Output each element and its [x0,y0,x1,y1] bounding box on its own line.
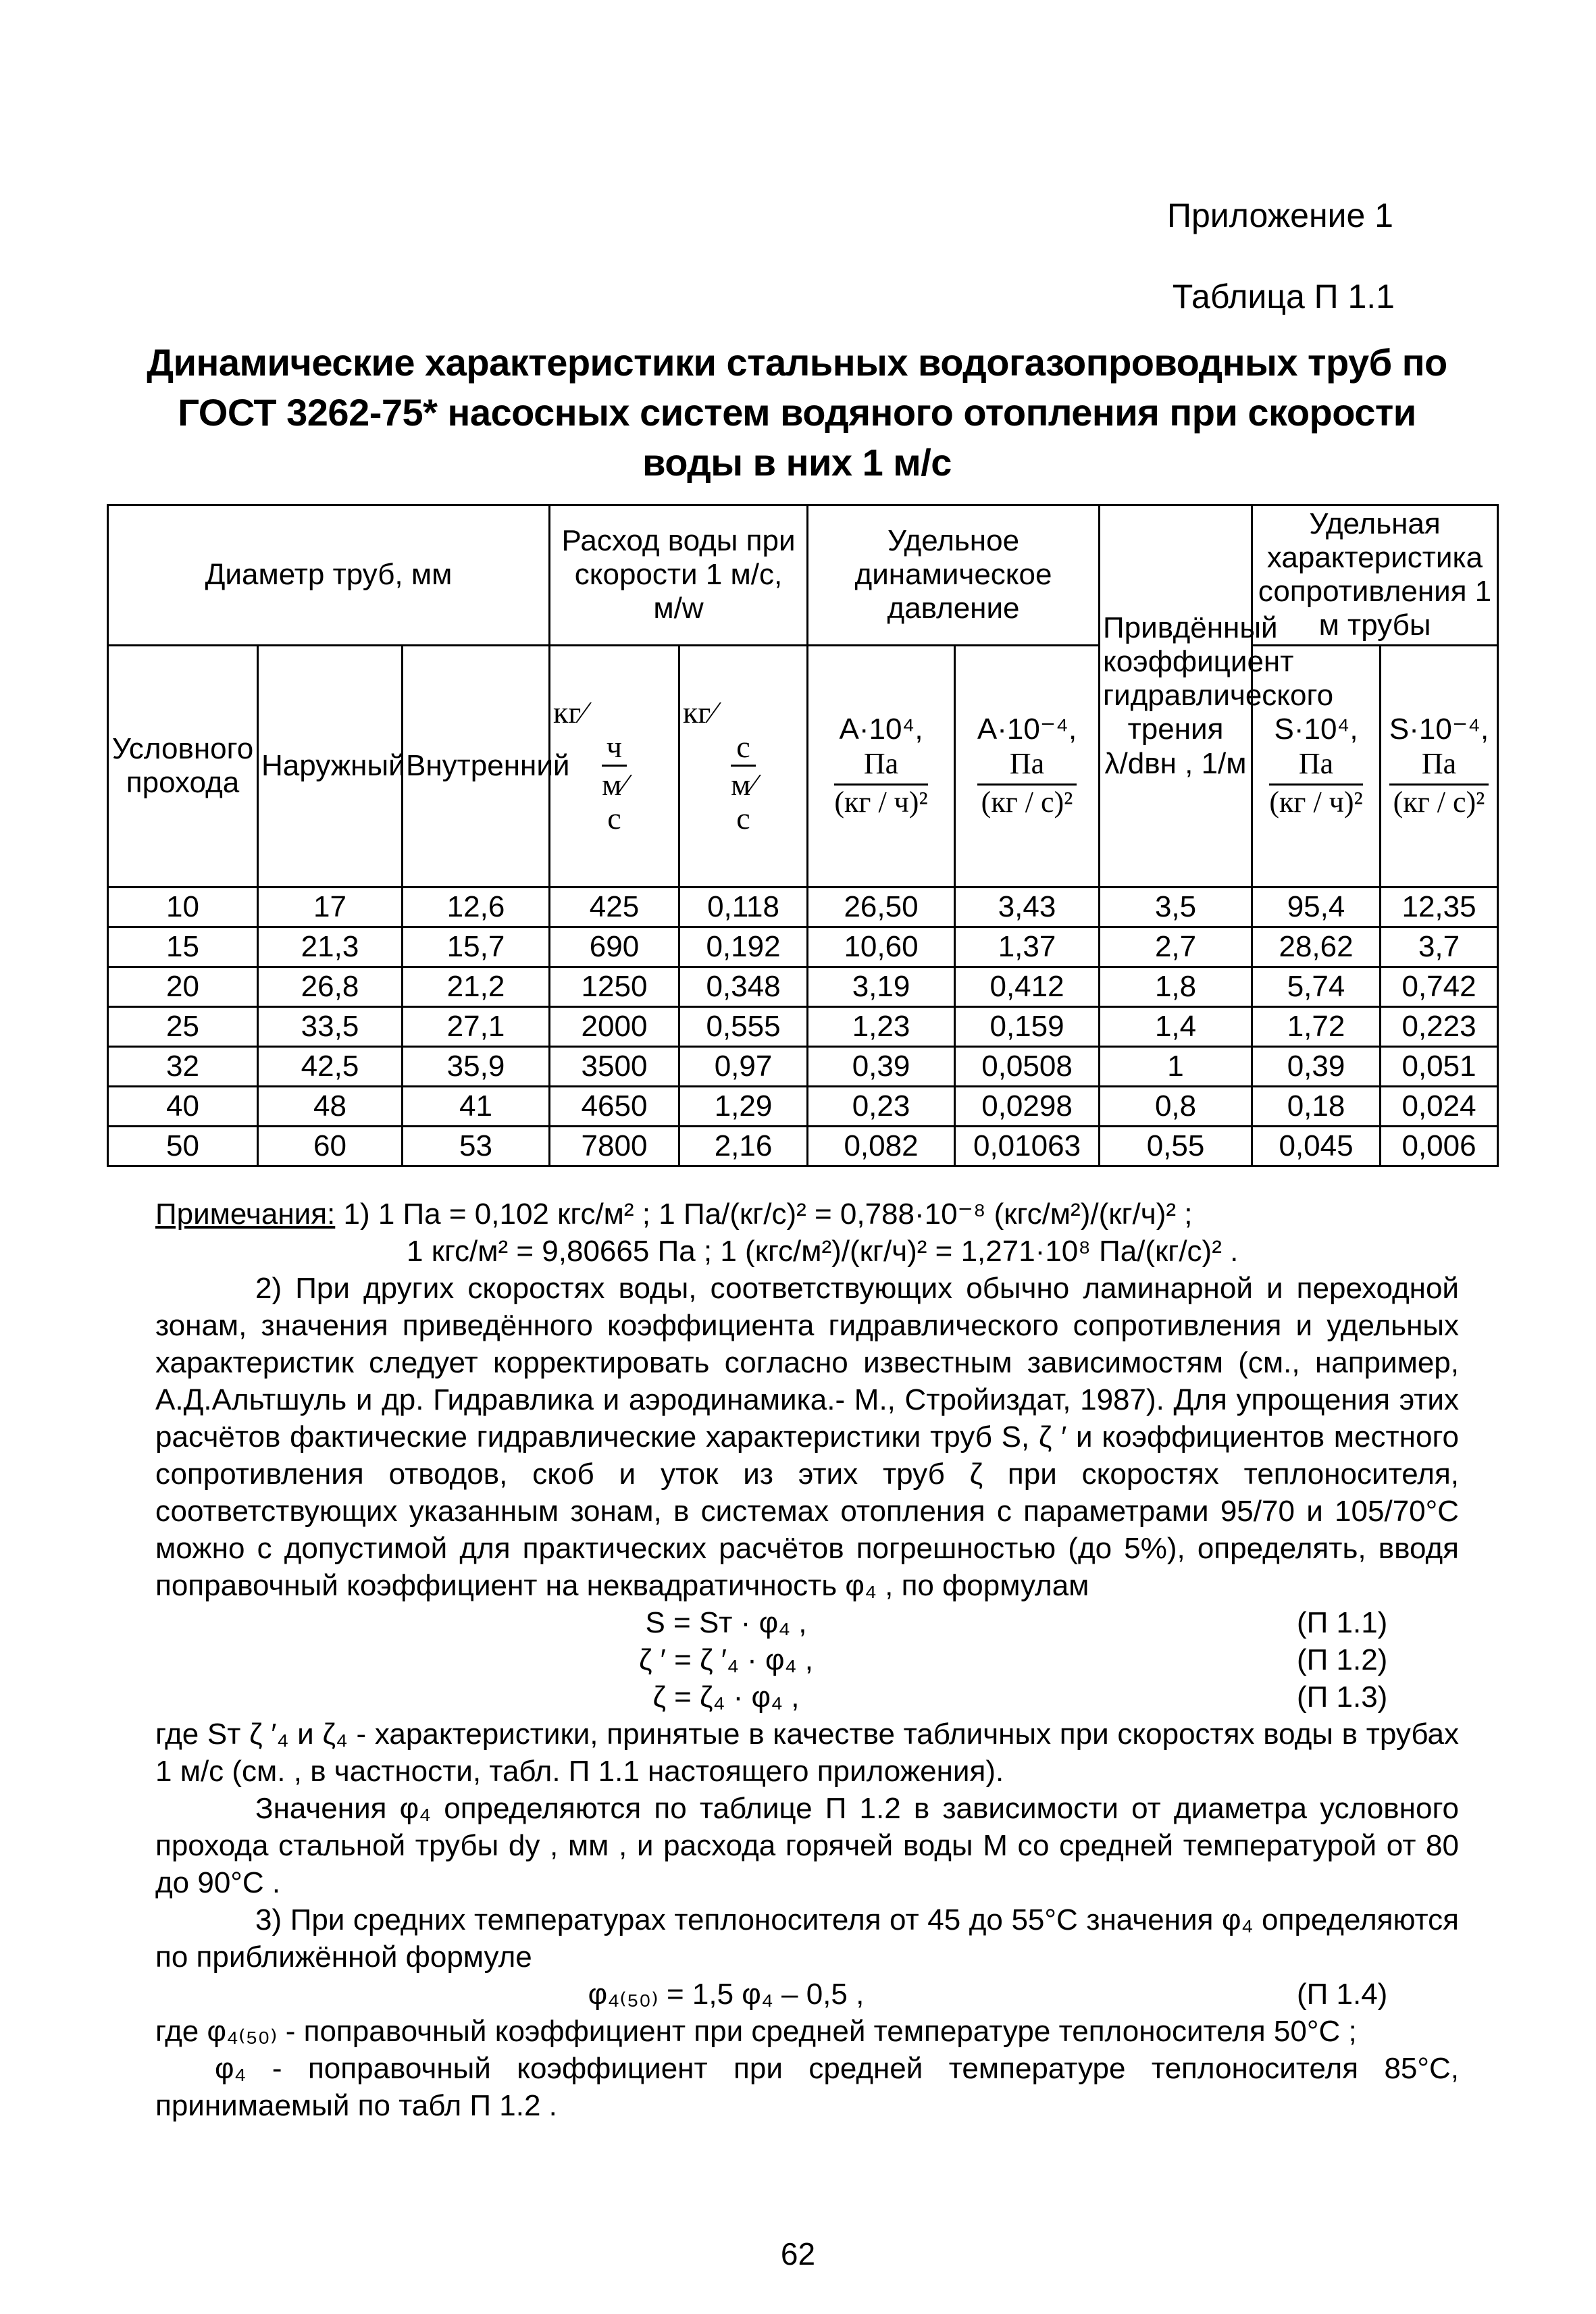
table-cell: 10 [108,887,258,927]
table-cell: 5,74 [1252,967,1381,1006]
table-cell: 2,16 [679,1126,808,1166]
table-cell: 17 [258,887,403,927]
note-where-2: где φ₄₍₅₀₎ - поправочный коэффициент при средней температуре теплоносителя 50°С ; [155,2015,1357,2048]
table-cell: 0,006 [1381,1126,1498,1166]
table-cell: 1 [1100,1046,1252,1086]
table-cell: 20 [108,967,258,1006]
header-resistance-s1: S·10⁴, Па (кг / ч)² [1252,645,1381,887]
table-cell: 1,72 [1252,1006,1381,1046]
table-cell: 0,55 [1100,1126,1252,1166]
table-cell: 41 [403,1086,550,1126]
table-cell: 2000 [550,1006,679,1046]
formula-4: φ₄₍₅₀₎ = 1,5 φ₄ – 0,5 , [588,1978,865,2011]
table-cell: 7800 [550,1126,679,1166]
note-where: где Sт ζ ′₄ и ζ₄ - характеристики, принятые в качестве табличных при скоростях воды в трубах 1 м/с (см. , в частности, табл. П 1.1 настоящего приложения). [155,1718,1459,1788]
table-cell: 0,051 [1381,1046,1498,1086]
table-cell: 0,348 [679,967,808,1006]
note-1b: 1 кгс/м² = 9,80665 Па ; 1 (кгс/м²)/(кг/ч)² = 1,271·10⁸ Па/(кг/с)² . [407,1235,1239,1268]
table-cell: 0,97 [679,1046,808,1086]
note-1a: 1) 1 Па = 0,102 кгс/м² ; 1 Па/(кг/с)² = 0,788·10⁻⁸ (кгс/м²)/(кг/ч)² ; [343,1198,1193,1231]
table-cell: 26,8 [258,967,403,1006]
table-cell: 0,18 [1252,1086,1381,1126]
table-cell: 26,50 [808,887,955,927]
table-cell: 25 [108,1006,258,1046]
table-cell: 425 [550,887,679,927]
formula-4-number: (П 1.4) [1297,1978,1388,2011]
table-cell: 42,5 [258,1046,403,1086]
header-pressure-a1: A·10⁴, Па (кг / ч)² [808,645,955,887]
formula-row [155,1678,1459,1716]
table-cell: 690 [550,927,679,967]
table-row [108,887,1498,927]
table-cell: 3500 [550,1046,679,1086]
table-cell: 33,5 [258,1006,403,1046]
table-cell: 0,045 [1252,1126,1381,1166]
table-cell: 3,7 [1381,927,1498,967]
table-cell: 32 [108,1046,258,1086]
table-cell: 95,4 [1252,887,1381,927]
notes-label: Примечания: [155,1198,336,1231]
formula-3: ζ = ζ₄ · φ₄ , [652,1680,800,1714]
table-cell: 0,0298 [955,1086,1100,1126]
table-row [108,1126,1498,1166]
table-row [108,927,1498,967]
table-cell: 15 [108,927,258,967]
table-cell: 1250 [550,967,679,1006]
table-row [108,1086,1498,1126]
table-cell: 0,0508 [955,1046,1100,1086]
formula-1-number: (П 1.1) [1297,1606,1388,1639]
table-cell: 1,29 [679,1086,808,1126]
table-cell: 28,62 [1252,927,1381,967]
table-cell: 3,5 [1100,887,1252,927]
table-cell: 0,223 [1381,1006,1498,1046]
header-outer: Наружный [258,645,403,887]
notes-section [155,1195,1459,2124]
table-cell: 0,082 [808,1126,955,1166]
table-row [108,1006,1498,1046]
header-pressure-a2: A·10⁻⁴, Па (кг / с)² [955,645,1100,887]
header-friction: Привдённый коэффициент гидравлического трения λ/dвн , 1/м [1100,505,1252,888]
table-row [108,1046,1498,1086]
table-cell: 15,7 [403,927,550,967]
table-cell: 50 [108,1126,258,1166]
table-cell: 0,412 [955,967,1100,1006]
table-cell: 0,23 [808,1086,955,1126]
table-cell: 1,4 [1100,1006,1252,1046]
table-number: Таблица П 1.1 [1172,278,1395,315]
table-cell: 60 [258,1126,403,1166]
table-cell: 21,3 [258,927,403,967]
table-cell: 0,024 [1381,1086,1498,1126]
table-cell: 10,60 [808,927,955,967]
header-nominal: Условного прохода [108,645,258,887]
table-cell: 0,192 [679,927,808,967]
table-body [108,887,1498,1166]
title-line: ГОСТ 3262-75* насосных систем водяного отопления при скорости [178,391,1416,434]
formula-2: ζ ′ = ζ ′₄ · φ₄ , [639,1643,813,1676]
table-cell: 0,555 [679,1006,808,1046]
title-line: Динамические характеристики стальных водогазопроводных труб по [147,341,1447,384]
formula-2-number: (П 1.2) [1297,1643,1388,1676]
table-cell: 0,8 [1100,1086,1252,1126]
table-cell: 0,118 [679,887,808,927]
page-title [135,338,1459,488]
formula-row [155,1604,1459,1641]
header-flow: Расход воды при скорости 1 м/с, м/w [550,505,808,646]
table-cell: 2,7 [1100,927,1252,967]
appendix-label: Приложение 1 [1167,197,1393,234]
title-line: воды в них 1 м/с [642,441,952,484]
note-2: 2) При других скоростях воды, соответствующих обычно ламинарной и переходной зонам, значения приведённого коэффициента гидравлического сопротивления и удельных характеристик следует корректировать согласно известным зависимостям (см., например, А.Д.Альтшуль и др. Гидравлика и аэродинамика.- М., Стройиздат, 1987). Для упрощения этих расчётов фактические гидравлические характеристики труб S, ζ ′ и коэффициентов местного сопротивления отводов, скоб и уток из этих труб ζ при скоростях теплоносителя, соответствующих указанным зонам, в системах отопления с параметрами 95/70 и 105/70°С можно с допустимой для практических расчётов погрешностью (до 5%), определять, вводя поправочный коэффициент на неквадратичность φ₄ , по формулам [155,1272,1459,1602]
table-cell: 4650 [550,1086,679,1126]
formula-3-number: (П 1.3) [1297,1680,1388,1714]
table-cell: 40 [108,1086,258,1126]
table-cell: 1,23 [808,1006,955,1046]
note-3: 3) При средних температурах теплоносителя от 45 до 55°С значения φ₄ определяются по приближённой формуле [155,1903,1459,1974]
formula-row [155,1976,1459,2013]
header-resistance: Удельная характеристика сопротивления 1 м трубы [1252,505,1498,646]
table-cell: 0,39 [1252,1046,1381,1086]
table-cell: 21,2 [403,967,550,1006]
data-table [107,504,1499,1167]
table-cell: 48 [258,1086,403,1126]
header-resistance-s2: S·10⁻⁴, Па (кг / с)² [1381,645,1498,887]
formula-1: S = Sт · φ₄ , [645,1606,807,1639]
table-cell: 12,35 [1381,887,1498,927]
table-cell: 12,6 [403,887,550,927]
table-cell: 1,8 [1100,967,1252,1006]
header-pressure: Удельное динамическое давление [808,505,1100,646]
header-diameter: Диаметр труб, мм [108,505,550,646]
table-cell: 35,9 [403,1046,550,1086]
formula-row [155,1641,1459,1678]
table-cell: 27,1 [403,1006,550,1046]
note-phi: φ₄ - поправочный коэффициент при средней температуре теплоносителя 85°С, принимаемый по табл П 1.2 . [155,2052,1459,2122]
table-row [108,967,1498,1006]
note-values: Значения φ₄ определяются по таблице П 1.2 в зависимости от диаметра условного прохода стальной трубы dу , мм , и расхода горячей воды М со средней температурой от 80 до 90°С . [155,1792,1459,1899]
table-cell: 53 [403,1126,550,1166]
table-cell: 0,01063 [955,1126,1100,1166]
table-cell: 0,39 [808,1046,955,1086]
table-cell: 0,742 [1381,967,1498,1006]
table-cell: 0,159 [955,1006,1100,1046]
table-cell: 3,43 [955,887,1100,927]
header-flow-kg-per-hour: кг⁄ ч м⁄ с [550,645,679,887]
header-inner: Внутренний [403,645,550,887]
page-number: 62 [780,2236,816,2271]
table-cell: 1,37 [955,927,1100,967]
header-flow-kg-per-sec: кг⁄ с м⁄ с [679,645,808,887]
table-cell: 3,19 [808,967,955,1006]
